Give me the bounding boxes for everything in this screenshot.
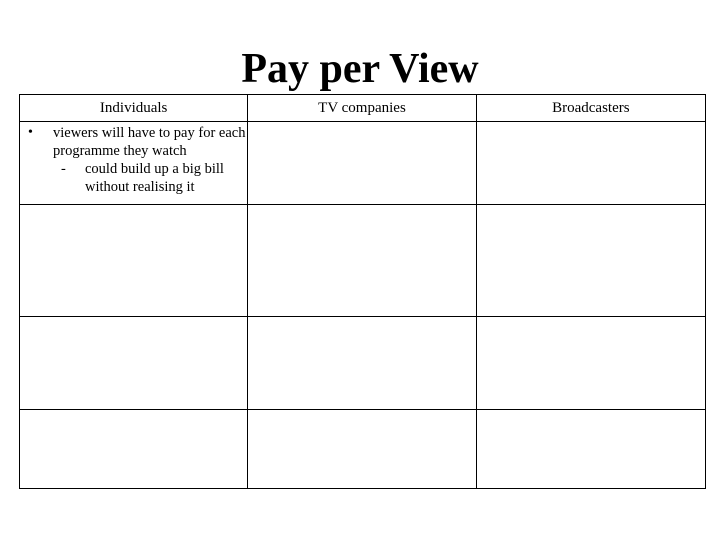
sub-point-text: could build up a big bill without realising it bbox=[85, 161, 224, 195]
cell-individuals-4 bbox=[20, 410, 248, 489]
header-row bbox=[20, 95, 706, 122]
bullet-text: viewers will have to pay for each programme they watch bbox=[53, 125, 246, 159]
table-row bbox=[20, 317, 706, 410]
cell-individuals-2 bbox=[20, 205, 248, 317]
cell-tv-companies-4 bbox=[248, 410, 476, 489]
comparison-table bbox=[19, 94, 706, 489]
bullet-icon: • bbox=[28, 125, 33, 140]
cell-broadcasters-1 bbox=[476, 122, 705, 205]
header-individuals: Individuals bbox=[20, 95, 248, 122]
table-row bbox=[20, 122, 706, 205]
slide-title: Pay per View bbox=[241, 46, 479, 92]
dash-icon: - bbox=[61, 161, 66, 177]
individuals-point bbox=[20, 122, 247, 196]
cell-broadcasters-2 bbox=[476, 205, 705, 317]
cell-broadcasters-3 bbox=[476, 317, 705, 410]
table-row bbox=[20, 410, 706, 489]
cell-broadcasters-4 bbox=[476, 410, 705, 489]
cell-tv-companies-2 bbox=[248, 205, 476, 317]
table-row bbox=[20, 205, 706, 317]
cell-individuals-1 bbox=[20, 122, 248, 205]
cell-tv-companies-3 bbox=[248, 317, 476, 410]
cell-individuals-3 bbox=[20, 317, 248, 410]
header-broadcasters: Broadcasters bbox=[476, 95, 705, 122]
cell-tv-companies-1 bbox=[248, 122, 476, 205]
header-tv-companies: TV companies bbox=[248, 95, 476, 122]
